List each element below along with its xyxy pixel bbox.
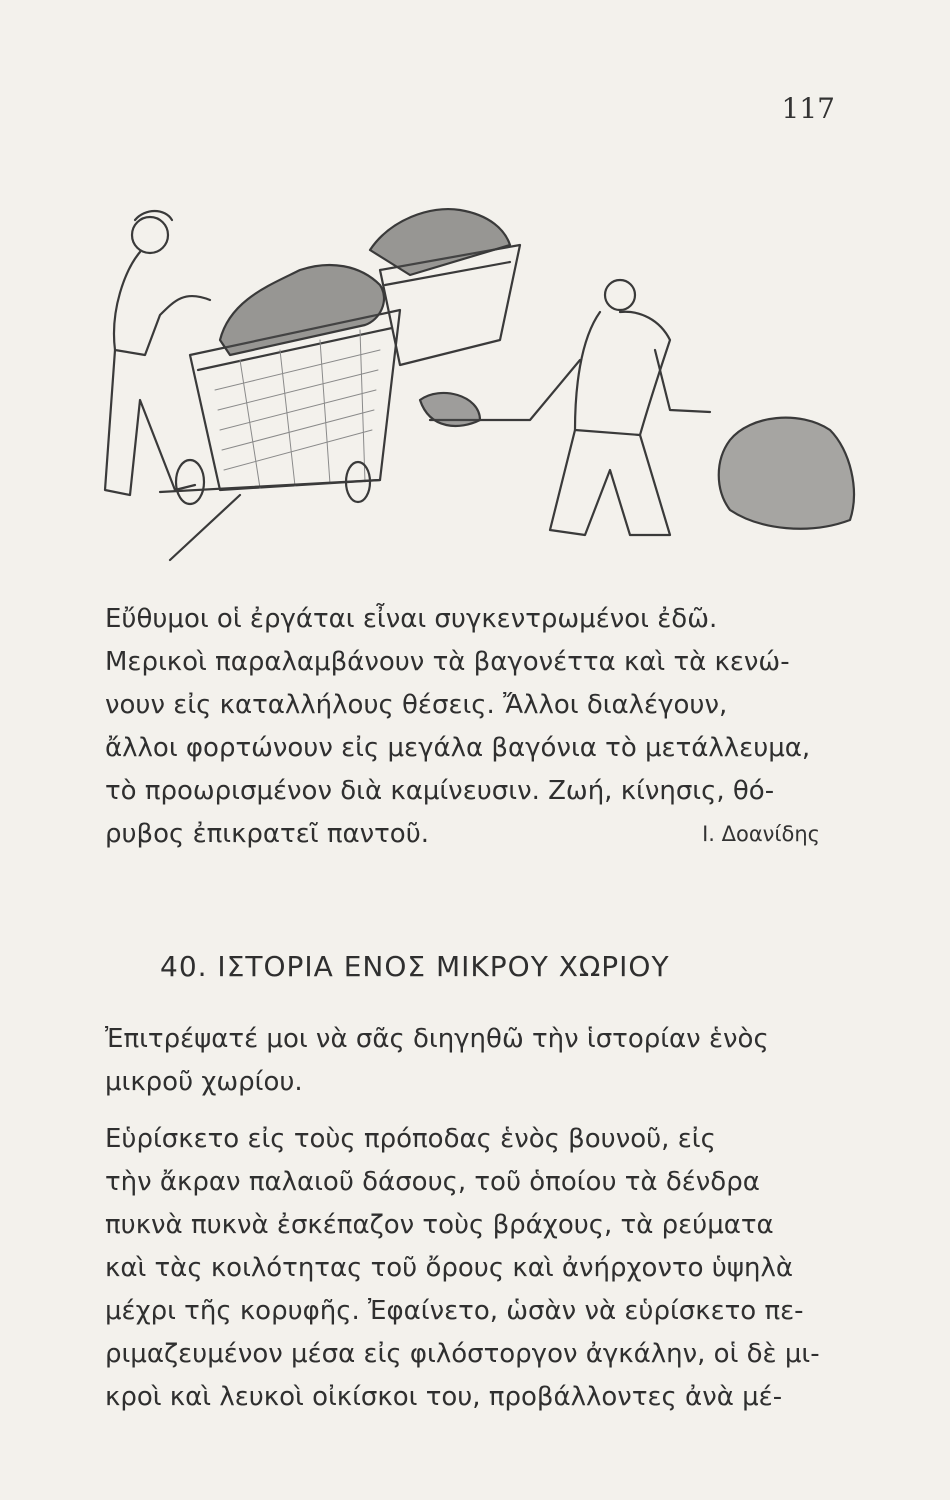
text-line: μικροῦ χωρίου. [105, 1067, 303, 1097]
text-line: καὶ τὰς κοιλότητας τοῦ ὄρους καὶ ἀνήρχοντο ὑψηλὰ [105, 1253, 794, 1283]
page-number: 117 [781, 92, 835, 125]
text-line: κροὶ καὶ λευκοὶ οἰκίσκοι του, προβάλλοντες ἀνὰ μέ- [105, 1382, 783, 1412]
text-line: Ἐπιτρέψατέ μοι νὰ σᾶς διηγηθῶ τὴν ἱστορίαν ἑνὸς [105, 1024, 769, 1054]
illustration-miners-with-wagons [80, 190, 870, 590]
text-line: τὸ προωρισμένον διὰ καμίνευσιν. Ζωή, κίνησις, θό- [105, 776, 775, 806]
text-line: Εὔθυμοι οἱ ἐργάται εἶναι συγκεντρωμένοι ἐδῶ. [105, 604, 718, 634]
text-line: πυκνὰ πυκνὰ ἐσκέπαζον τοὺς βράχους, τὰ ρεύματα [105, 1210, 774, 1240]
last-line-with-attribution [105, 813, 820, 856]
section-title: 40. ΙΣΤΟΡΙΑ ΕΝΟΣ ΜΙΚΡΟΥ ΧΩΡΙΟΥ [160, 950, 670, 983]
text-line: ἄλλοι φορτώνουν εἰς μεγάλα βαγόνια τὸ μετάλλευμα, [105, 733, 811, 763]
text-line: ριμαζευμένον μέσα εἰς φιλόστοργον ἀγκάλην, οἱ δὲ μι- [105, 1339, 820, 1369]
text-line: τὴν ἄκραν παλαιοῦ δάσους, τοῦ ὁποίου τὰ δένδρα [105, 1167, 760, 1197]
paragraph-village-description [105, 1118, 880, 1419]
author-attribution: Ι. Δοανίδης [702, 822, 820, 846]
paragraph-intro [105, 1018, 880, 1104]
paragraph-mine-description [105, 598, 880, 856]
text-line: νουν εἰς καταλλήλους θέσεις. Ἄλλοι διαλέγουν, [105, 690, 728, 720]
text-line: Μερικοὶ παραλαμβάνουν τὰ βαγονέττα καὶ τὰ κενώ- [105, 647, 790, 677]
text-line: Εὑρίσκετο εἰς τοὺς πρόποδας ἑνὸς βουνοῦ, εἰς [105, 1124, 716, 1154]
text-line: μέχρι τῆς κορυφῆς. Ἐφαίνετο, ὡσὰν νὰ εὑρίσκετο πε- [105, 1296, 804, 1326]
text-line: ρυβος ἐπικρατεῖ παντοῦ. [105, 819, 429, 849]
